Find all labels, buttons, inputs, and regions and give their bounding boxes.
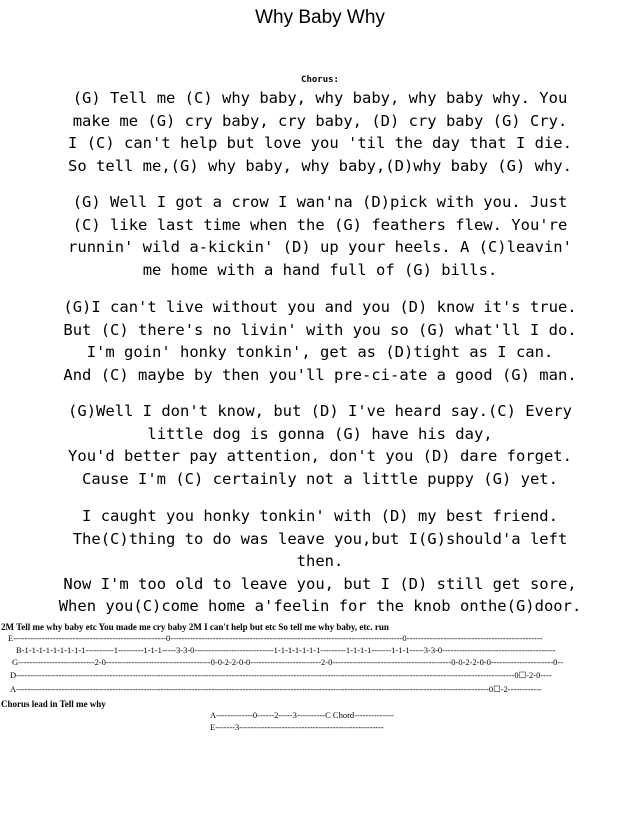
lyric-line: (G) Well I got a crow I wan'na (D)pick with you. Just: [72, 193, 568, 211]
verse-2: [0, 191, 640, 281]
tab-string-e: E------------------------------------------------------0----------------------------------------------------------------------------------0------------------------------------------------: [8, 633, 543, 643]
lyric-line: (G) Tell me (C) why baby, why baby, why baby why. You: [72, 89, 568, 107]
lyric-line: little dog is gonna (G) have his day,: [147, 424, 493, 443]
verse-3: [0, 296, 640, 386]
lyric-line: Now I'm too old to leave you, but I (D) still get sore,: [63, 574, 577, 593]
tab-string-a: A-----------------------------------------------------------------------------------------------------------------------------------------------------------------------0☐-2------------: [10, 684, 542, 694]
tab-string-d: D--------------------------------------------------------------------------------------------------------------------------------------------------------------------------------0☐-2-0----: [10, 670, 552, 680]
lyric-line: then.: [296, 552, 344, 570]
lyric-line: Cause I'm (C) certainly not a little puppy (G) yet.: [82, 469, 558, 488]
tab-string-g: G---------------------------2-0-------------------------------------0-0-2-2-0-0-------------------------2-0------------------------------------------0-0-2-2-0-0----------------------0--: [12, 657, 564, 667]
tab-string-b: B-1-1-1-1-1-1-1-1-1----------1---------1-1-1-----3-3-0----------------------------1-1-1-1-1-1-1---------1-1-1-1-------1-1-1-----3-3-0----------------------------------------: [16, 645, 556, 655]
lyric-line: (G)Well I don't know, but (D) I've heard say.(C) Every: [68, 402, 572, 420]
lyric-line: You'd better pay attention, don't you (D) dare forget.: [68, 447, 572, 465]
verse-4: [0, 400, 640, 490]
lyric-line: The(C)thing to do was leave you,but I(G)should'a left: [72, 529, 568, 548]
lyric-line: When you(C)come home a'feelin for the knob onthe(G)door.: [58, 597, 582, 615]
lyric-line: (G)I can't live without you and you (D) know it's true.: [63, 298, 577, 316]
tablature-header: 2M Tell me why baby etc You made me cry baby 2M I can't help but etc So tell me why baby, etc. run: [1, 622, 389, 632]
lyric-line: But (C) there's no livin' with you so (G) what'll I do.: [63, 320, 577, 339]
lyric-line: I caught you honky tonkin' with (D) my best friend.: [82, 507, 558, 525]
lyric-line: make me (G) cry baby, cry baby, (D) cry baby (G) Cry.: [72, 111, 568, 130]
lyric-line: runnin' wild a-kickin' (D) up your heels. A (C)leavin': [68, 238, 572, 256]
lyric-line: (C) like last time when the (G) feathers flew. You're: [72, 215, 568, 234]
song-title: Why Baby Why: [255, 7, 385, 28]
lead-tab-string-a: A-------------0------2-----3----------C Chord--------------: [210, 710, 394, 720]
chorus-label: Chorus:: [301, 75, 339, 85]
lyric-line: me home with a hand full of (G) bills.: [142, 260, 498, 279]
verse-1: [0, 87, 640, 177]
tablature-caption: Chorus lead in Tell me why: [1, 699, 106, 709]
lyric-line: I (C) can't help but love you 'til the day that I die.: [68, 134, 572, 152]
lyric-line: So tell me,(G) why baby, why baby,(D)why baby (G) why.: [68, 156, 572, 175]
lead-tab-string-e: E-------3---------------------------------------------------: [210, 722, 384, 732]
lyric-line: And (C) maybe by then you'll pre-ci-ate a good (G) man.: [63, 365, 577, 384]
lyric-line: I'm goin' honky tonkin', get as (D)tight as I can.: [86, 343, 554, 361]
verse-5: [0, 505, 640, 618]
